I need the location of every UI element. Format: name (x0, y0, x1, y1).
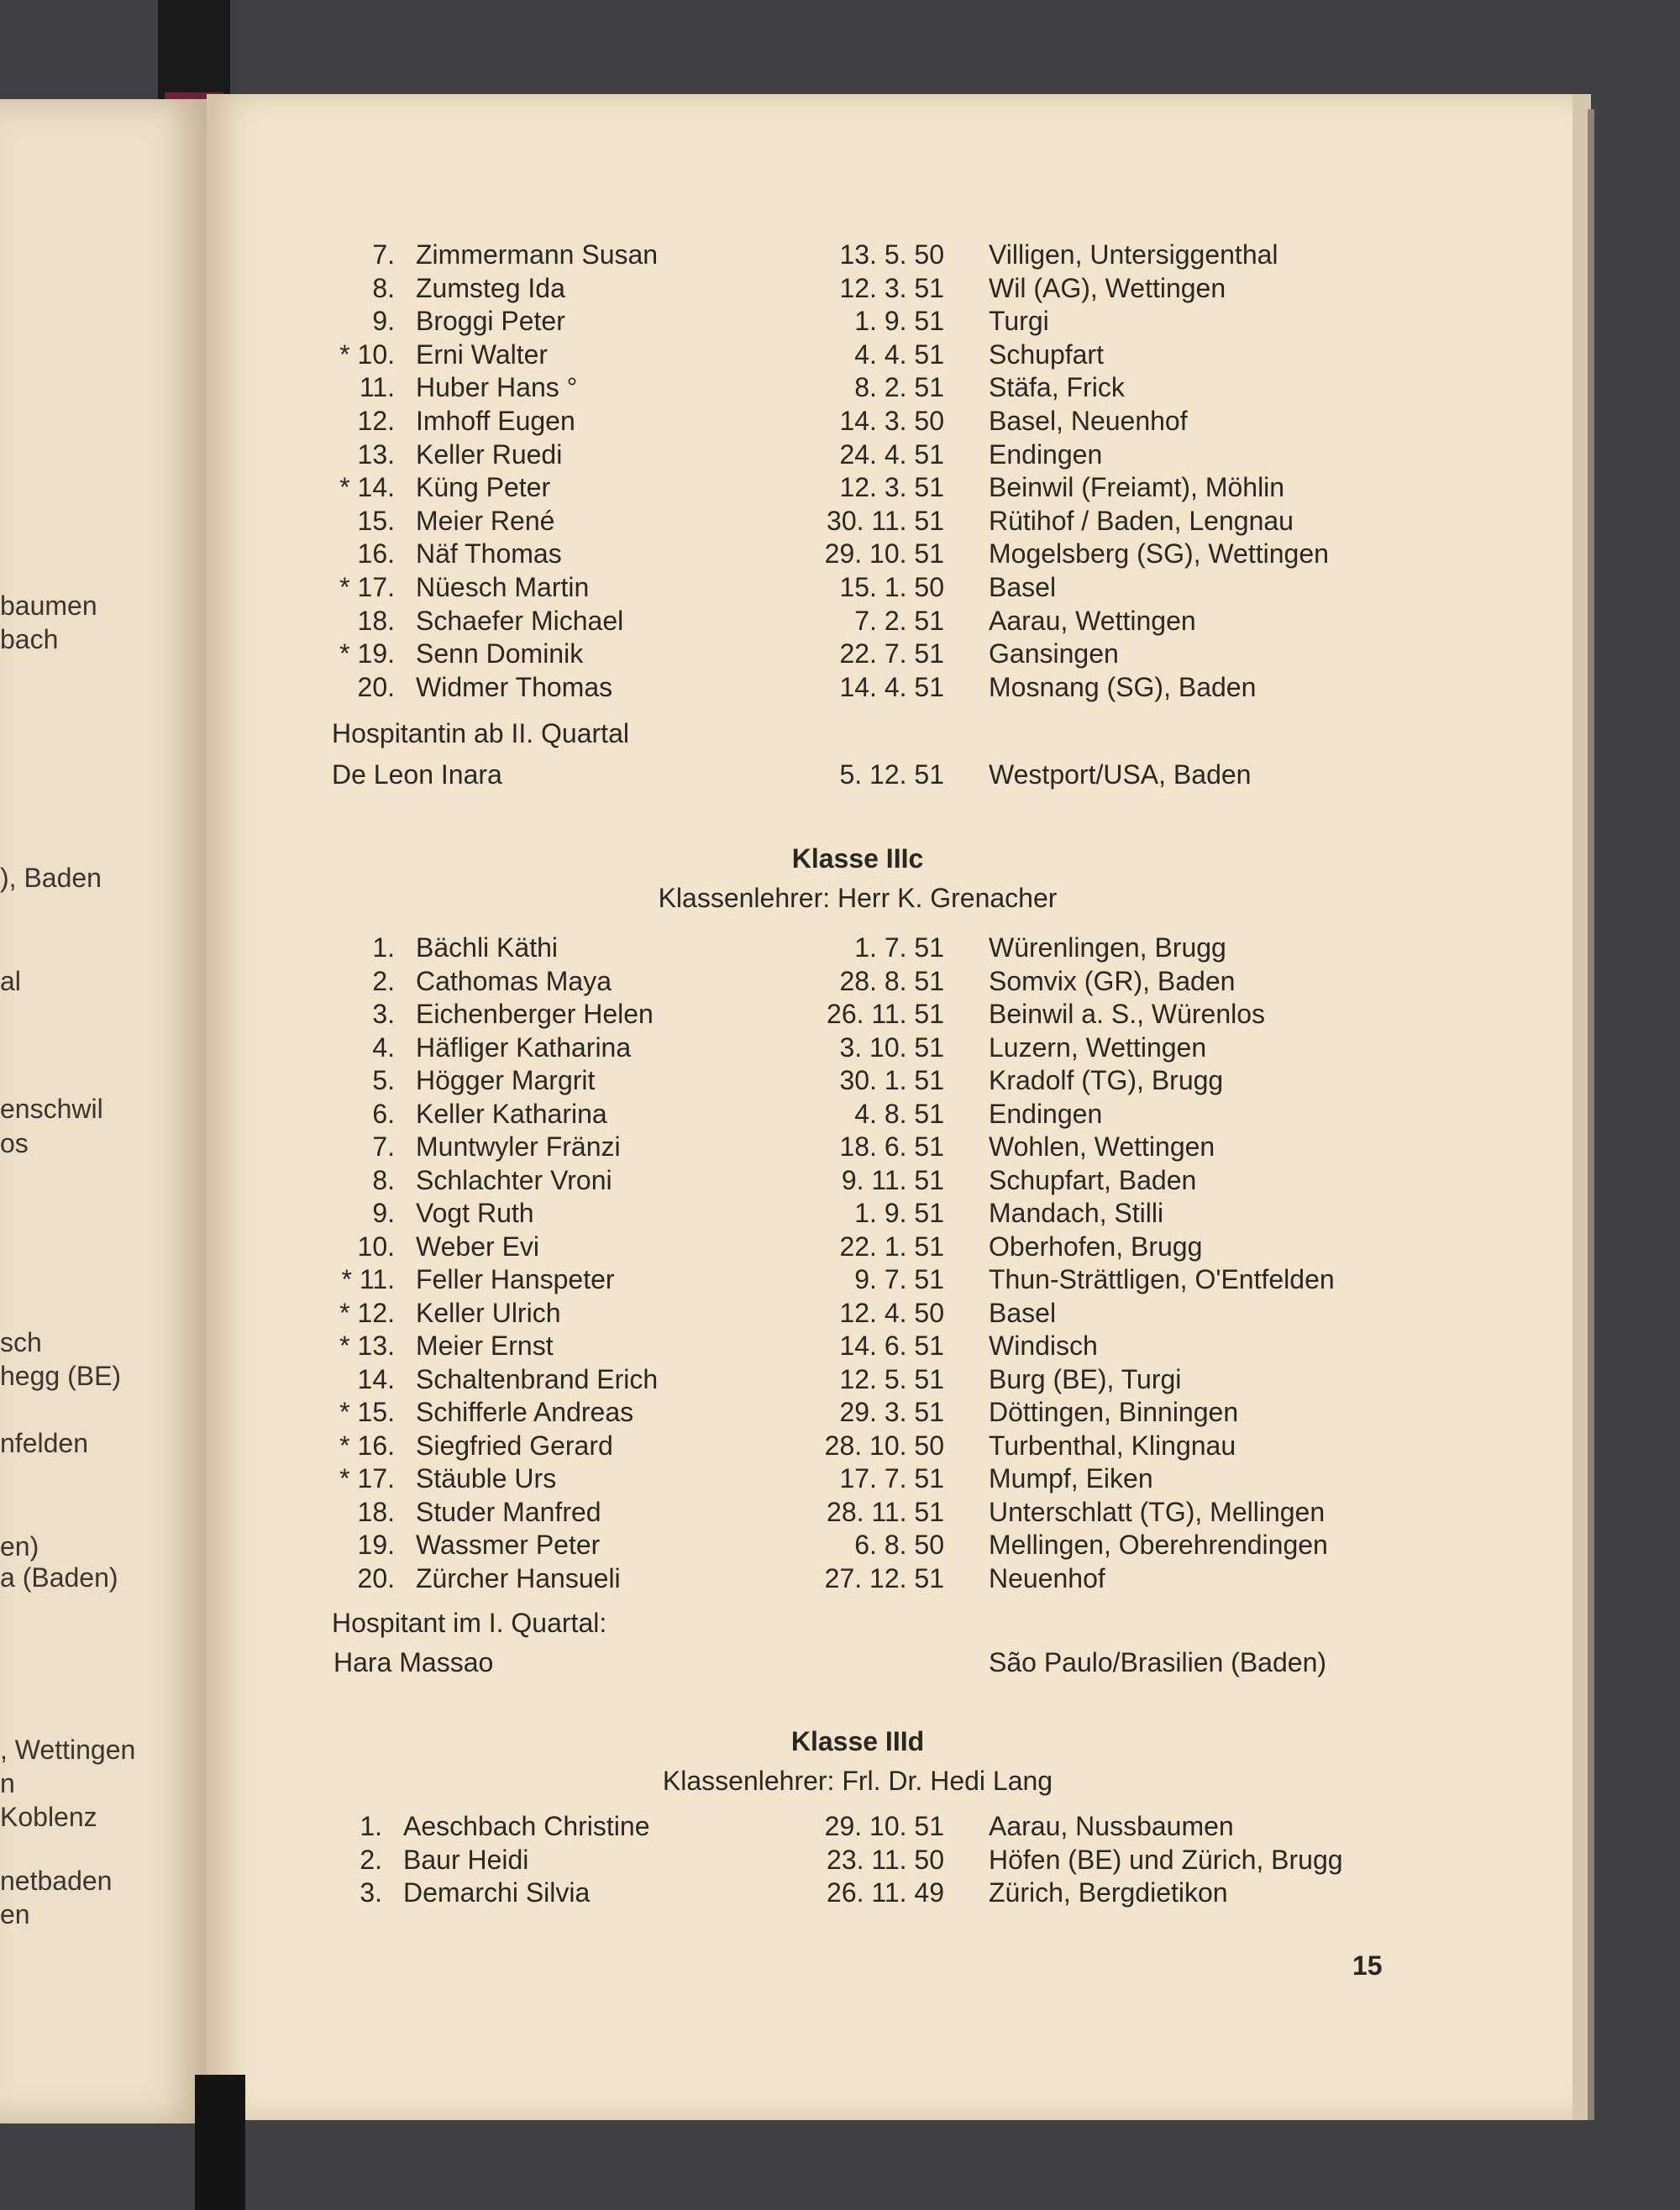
student-place: Wohlen, Wettingen (989, 1131, 1215, 1162)
class-teacher-iiid: Klassenlehrer: Frl. Dr. Hedi Lang (662, 1766, 1053, 1796)
student-row (0, 997, 1596, 1031)
student-name: Studer Manfred (416, 1496, 601, 1527)
student-row (0, 1809, 1596, 1843)
student-birthdate: 28. 11. 51 (827, 1496, 944, 1527)
student-name: Wassmer Peter (416, 1530, 601, 1560)
student-row (0, 470, 1596, 504)
student-place: Somvix (GR), Baden (989, 965, 1236, 996)
student-row (0, 670, 1596, 704)
student-name: Weber Evi (416, 1231, 540, 1262)
student-place: Aarau, Nussbaumen (989, 1811, 1234, 1841)
student-row (0, 404, 1596, 438)
student-name: Zürcher Hansueli (416, 1562, 621, 1593)
student-name: Demarchi Silvia (403, 1877, 591, 1908)
student-name: Senn Dominik (416, 638, 584, 669)
student-row (0, 338, 1596, 371)
student-number: 1. (360, 1811, 382, 1841)
student-birthdate: 14. 6. 51 (839, 1331, 944, 1361)
student-row (0, 931, 1596, 964)
student-place: Unterschlatt (TG), Mellingen (989, 1496, 1326, 1527)
student-number: 10. (357, 1231, 395, 1262)
student-birthdate: 27. 12. 51 (824, 1562, 944, 1593)
student-row (0, 1362, 1596, 1396)
student-row (0, 1031, 1596, 1064)
student-name: Näf Thomas (416, 538, 562, 570)
student-place: Mumpf, Eiken (989, 1463, 1153, 1493)
student-name: Imhoff Eugen (416, 406, 575, 436)
student-row (0, 1429, 1596, 1462)
student-number: * 16. (339, 1430, 395, 1461)
left-fragment: nfelden (0, 1428, 88, 1458)
student-place: Mogelsberg (SG), Wettingen (989, 538, 1329, 570)
student-place: Beinwil (Freiamt), Möhlin (989, 472, 1285, 503)
left-fragment: enschwil (0, 1094, 103, 1124)
student-place: Neuenhof (989, 1562, 1105, 1593)
student-number: 12. (357, 406, 395, 436)
hospitant-name: Hara Massao (333, 1647, 494, 1677)
student-birthdate: 30. 11. 51 (827, 505, 944, 536)
student-number: 11. (359, 372, 395, 403)
left-fragment: al (0, 966, 21, 996)
student-number: * 12. (339, 1297, 395, 1328)
student-row (0, 1876, 1596, 1909)
student-name: Schifferle Andreas (416, 1397, 634, 1427)
hospitant-row-iiic (0, 1646, 1596, 1679)
student-row (0, 1063, 1596, 1097)
student-number: * 17. (339, 572, 395, 602)
left-fragment: , Wettingen (0, 1735, 136, 1765)
student-name: Schaefer Michael (416, 605, 624, 636)
student-number: * 19. (339, 638, 395, 669)
student-number: 9. (372, 1198, 395, 1228)
left-fragment: netbaden (0, 1866, 113, 1896)
student-row (0, 1329, 1596, 1362)
student-number: 9. (372, 306, 395, 337)
left-fragment: a (Baden) (0, 1562, 118, 1593)
student-birthdate: 29. 10. 51 (824, 538, 944, 570)
student-number: 18. (357, 605, 395, 636)
student-place: Rütihof / Baden, Lengnau (989, 505, 1294, 536)
student-row (0, 1296, 1596, 1330)
student-place: Luzern, Wettingen (989, 1032, 1207, 1063)
student-name: Cathomas Maya (416, 965, 612, 996)
student-row (0, 1528, 1596, 1562)
student-birthdate: 7. 2. 51 (854, 605, 944, 636)
student-name: Feller Hanspeter (416, 1264, 615, 1294)
student-number: * 14. (339, 472, 395, 503)
student-name: Siegfried Gerard (416, 1430, 613, 1461)
student-birthdate: 29. 10. 51 (824, 1811, 944, 1841)
student-place: Höfen (BE) und Zürich, Brugg (989, 1844, 1343, 1875)
student-name: Zimmermann Susan (416, 239, 659, 270)
class-teacher-iiic: Klassenlehrer: Herr K. Grenacher (658, 883, 1058, 913)
student-birthdate: 3. 10. 51 (839, 1032, 944, 1063)
student-place: Basel, Neuenhof (989, 406, 1188, 436)
student-name: Högger Margrit (416, 1065, 596, 1095)
left-fragment: hegg (BE) (0, 1361, 122, 1391)
left-fragment: n (0, 1768, 15, 1798)
student-number: 18. (357, 1496, 395, 1527)
student-number: 16. (357, 538, 395, 570)
student-name: Schaltenbrand Erich (416, 1363, 659, 1394)
student-row (0, 604, 1596, 638)
student-number: 3. (360, 1877, 382, 1908)
student-number: * 10. (339, 339, 395, 370)
student-place: Döttingen, Binningen (989, 1397, 1239, 1427)
student-name: Zumsteg Ida (416, 272, 565, 303)
student-row (0, 271, 1596, 305)
student-row (0, 438, 1596, 471)
student-row (0, 1196, 1596, 1230)
class-title-iiid: Klasse IIId (790, 1726, 925, 1756)
student-number: 14. (357, 1363, 395, 1394)
student-name: Erni Walter (416, 339, 549, 370)
hospitant-row (0, 758, 1596, 791)
student-name: Bächli Käthi (416, 932, 558, 963)
student-place: Oberhofen, Brugg (989, 1231, 1203, 1262)
student-number: * 15. (339, 1397, 395, 1427)
student-number: * 17. (339, 1463, 395, 1493)
student-name: Häfliger Katharina (416, 1032, 632, 1063)
student-number: 20. (357, 1562, 395, 1593)
student-place: Mellingen, Oberehrendingen (989, 1530, 1328, 1560)
student-number: 1. (372, 932, 395, 963)
student-place: Turbenthal, Klingnau (989, 1430, 1236, 1461)
student-place: Gansingen (989, 638, 1119, 669)
student-name: Nüesch Martin (416, 572, 590, 602)
hospitant-label: Hospitantin ab II. Quartal (332, 718, 629, 748)
page-number: 15 (1352, 1950, 1383, 1981)
student-place: Mosnang (SG), Baden (989, 671, 1257, 702)
student-place: Würenlingen, Brugg (989, 932, 1226, 963)
student-number: 5. (372, 1065, 395, 1095)
student-name: Vogt Ruth (416, 1198, 534, 1228)
student-name: Schlachter Vroni (416, 1164, 612, 1195)
student-name: Widmer Thomas (416, 671, 613, 702)
student-birthdate: 23. 11. 50 (827, 1844, 944, 1875)
student-place: Basel (989, 1297, 1057, 1328)
student-birthdate: 1. 9. 51 (854, 306, 944, 337)
student-row (0, 370, 1596, 404)
student-birthdate: 26. 11. 51 (827, 999, 944, 1029)
student-birthdate: 12. 3. 51 (839, 472, 944, 503)
student-name: Keller Ruedi (416, 438, 563, 470)
bookmark-ribbon-end (195, 2075, 245, 2210)
student-birthdate: 1. 7. 51 (854, 932, 944, 963)
student-place: Windisch (989, 1331, 1098, 1361)
student-birthdate: 22. 7. 51 (839, 638, 944, 669)
student-birthdate: 14. 4. 51 (839, 671, 944, 702)
student-number: * 13. (339, 1331, 395, 1361)
student-place: Beinwil a. S., Würenlos (989, 999, 1266, 1029)
student-place: Schupfart, Baden (989, 1164, 1197, 1195)
student-row (0, 1262, 1596, 1296)
student-name: Meier Ernst (416, 1331, 554, 1361)
student-birthdate: 28. 10. 50 (824, 1430, 944, 1461)
student-birthdate: 28. 8. 51 (839, 965, 944, 996)
left-fragment: os (0, 1128, 29, 1158)
student-name: Küng Peter (416, 472, 551, 503)
student-name: Stäuble Urs (416, 1463, 557, 1493)
student-row (0, 570, 1596, 604)
student-place: Villigen, Untersiggenthal (989, 239, 1278, 270)
student-birthdate: 15. 1. 50 (839, 572, 944, 602)
student-place: Stäfa, Frick (989, 372, 1125, 403)
student-birthdate: 9. 7. 51 (854, 1264, 944, 1294)
student-row (0, 1843, 1596, 1877)
student-name: Eichenberger Helen (416, 999, 654, 1029)
student-row (0, 1230, 1596, 1263)
student-birthdate: 12. 4. 50 (839, 1297, 944, 1328)
student-number: 2. (360, 1844, 382, 1875)
student-number: 7. (372, 239, 395, 270)
student-row (0, 637, 1596, 670)
student-birthdate: 29. 3. 51 (839, 1397, 944, 1427)
student-birthdate: 8. 2. 51 (854, 372, 944, 403)
student-place: Wil (AG), Wettingen (989, 272, 1226, 303)
student-number: 8. (372, 272, 395, 303)
student-number: 20. (357, 671, 395, 702)
student-name: Baur Heidi (403, 1844, 529, 1875)
student-birthdate: 12. 5. 51 (839, 1363, 944, 1394)
student-name: Muntwyler Fränzi (416, 1131, 621, 1162)
student-birthdate: 1. 9. 51 (854, 1198, 944, 1228)
student-number: 19. (357, 1530, 395, 1560)
student-birthdate: 13. 5. 50 (839, 239, 944, 270)
student-row (0, 1395, 1596, 1429)
left-fragment: baumen (0, 591, 97, 621)
hospitant-label-iiic: Hospitant im I. Quartal: (332, 1608, 607, 1638)
left-fragment: Koblenz (0, 1802, 97, 1832)
student-place: Endingen (989, 1098, 1103, 1129)
student-number: 6. (372, 1098, 395, 1129)
student-number: 4. (372, 1032, 395, 1063)
student-row (0, 238, 1596, 271)
student-birthdate: 6. 8. 50 (854, 1530, 944, 1560)
student-place: Kradolf (TG), Brugg (989, 1065, 1224, 1095)
student-birthdate: 24. 4. 51 (839, 438, 944, 470)
student-place: Endingen (989, 438, 1103, 470)
student-place: Turgi (989, 306, 1049, 337)
student-place: Basel (989, 572, 1057, 602)
student-number: * 11. (341, 1264, 395, 1294)
student-row (0, 1130, 1596, 1163)
left-fragment: bach (0, 624, 59, 654)
hospitant-name: De Leon Inara (332, 759, 502, 790)
student-name: Keller Katharina (416, 1098, 607, 1129)
student-birthdate: 4. 8. 51 (854, 1098, 944, 1129)
student-birthdate: 30. 1. 51 (839, 1065, 944, 1095)
student-row (0, 1562, 1596, 1595)
student-place: Zürich, Bergdietikon (989, 1877, 1228, 1908)
student-row (0, 537, 1596, 570)
hospitant-place: Westport/USA, Baden (989, 759, 1252, 790)
student-name: Broggi Peter (416, 306, 565, 337)
student-birthdate: 22. 1. 51 (839, 1231, 944, 1262)
student-row (0, 1495, 1596, 1529)
student-number: 7. (372, 1131, 395, 1162)
student-place: Burg (BE), Turgi (989, 1363, 1182, 1394)
student-place: Schupfart (989, 339, 1104, 370)
student-birthdate: 26. 11. 49 (827, 1877, 944, 1908)
student-birthdate: 4. 4. 51 (854, 339, 944, 370)
student-row (0, 1097, 1596, 1131)
class-title-iiic: Klasse IIIc (791, 843, 924, 874)
hospitant-date: 5. 12. 51 (839, 759, 944, 790)
student-place: Aarau, Wettingen (989, 605, 1196, 636)
student-row (0, 304, 1596, 338)
student-row (0, 1163, 1596, 1197)
student-place: Thun-Strättligen, O'Entfelden (989, 1264, 1335, 1294)
hospitant-place: São Paulo/Brasilien (Baden) (989, 1647, 1327, 1677)
student-name: Aeschbach Christine (403, 1811, 650, 1841)
student-number: 13. (357, 438, 395, 470)
student-row (0, 964, 1596, 998)
left-fragment: en (0, 1899, 30, 1929)
left-fragment: en) (0, 1531, 39, 1562)
left-fragment: ), Baden (0, 863, 102, 893)
student-birthdate: 9. 11. 51 (841, 1164, 944, 1195)
student-name: Keller Ulrich (416, 1297, 561, 1328)
student-birthdate: 18. 6. 51 (839, 1131, 944, 1162)
student-place: Mandach, Stilli (989, 1198, 1164, 1228)
student-row (0, 504, 1596, 538)
student-name: Meier René (416, 505, 555, 536)
student-birthdate: 14. 3. 50 (839, 406, 944, 436)
student-number: 15. (357, 505, 395, 536)
student-name: Huber Hans ° (416, 372, 578, 403)
left-fragment: sch (0, 1327, 42, 1357)
student-number: 3. (372, 999, 395, 1029)
student-birthdate: 12. 3. 51 (839, 272, 944, 303)
student-birthdate: 17. 7. 51 (839, 1463, 944, 1493)
student-number: 2. (372, 965, 395, 996)
student-row (0, 1462, 1596, 1495)
student-number: 8. (372, 1164, 395, 1195)
